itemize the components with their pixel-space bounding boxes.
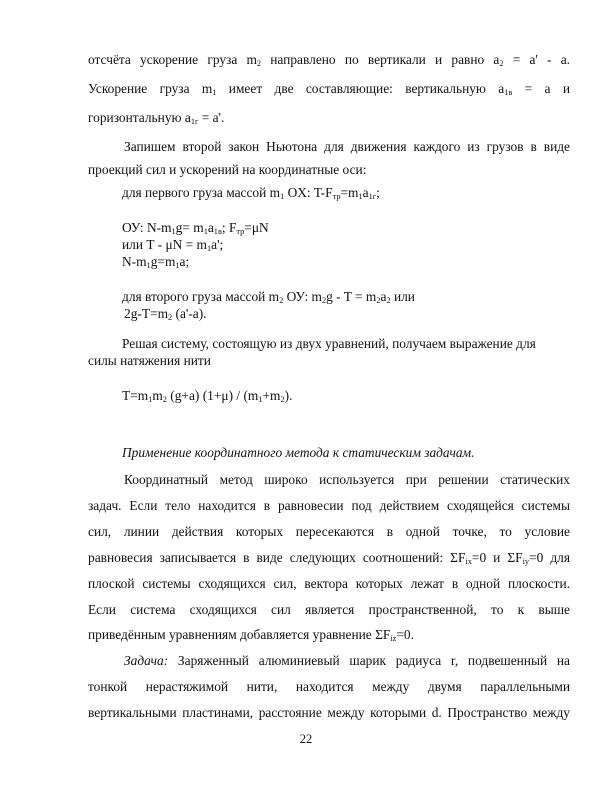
equation-line: $N-m_1g=m_1a$; [122,254,190,271]
paragraph-line: Если система сходящихся сил является пространственной, то к выше [88,602,570,617]
paragraph-line: Ускорение груза $m_1$ имеет две составляющие: вертикальную $a_{1в} = a$ и [88,81,570,98]
paragraph-line: проекций сил и ускорений на координатные оси: [88,162,367,177]
paragraph-line: тонкой нерастяжимой нити, находится между двумя параллельными [88,679,570,694]
result-formula: $T=m_1m_2$ (g+a) $(1+\mu) / (m_1+m_2)$. [122,388,293,405]
paragraph-line: отсчёта ускорение груза $m_2$ направлено по вертикали и равно $a_2 = a' - a$. [88,52,570,69]
paragraph-line: приведённым уравнениям добавляется уравнение $\Sigma F_{iz}=0$. [88,627,414,644]
paragraph-line: силы натяжения нити [88,353,211,368]
paragraph-line: Решая систему, состоящую из двух уравнений, получаем выражение для [122,336,536,351]
task-label: Задача: [124,653,169,668]
equation-line: $2g-T=m_2$ (a'-a). [124,306,207,323]
paragraph-line: вертикальными пластинами, расстояние между которыми d. Пространство между [88,705,570,720]
paragraph-line: задач. Если тело находится в равновесии под действием сходящейся системы [88,498,570,513]
paragraph-line: плоской системы сходящихся сил, вектора которых лежат в одной плоскости. [88,576,570,591]
equation-line: ОУ: $N-m_1g= m_1a_{1в}$; $F_{тр}=\mu N$ [122,220,269,237]
equation-line: для второго груза массой $m_2$ ОУ: $m_2g - T = m_2a_2$ или [122,289,415,306]
page-number: 22 [299,732,313,746]
section-heading: Применение координатного метода к статическим задачам. [122,445,475,460]
paragraph-line: Задача: Заряженный алюминиевый шарик радиуса r, подвешенный на [124,653,570,668]
equation-line: или $T - \mu N = m_1a'$; [122,237,224,254]
paragraph-line: сил, линии действия которых пересекаются в одной точке, то условие [88,524,570,539]
paragraph-line: Запишем второй закон Ньютона для движения каждого из грузов в виде [124,139,570,154]
paragraph-line: Координатный метод широко используется при решении статических [124,472,570,487]
paragraph-line: горизонтальную $a_{1г} = a'$. [88,110,225,127]
equation-line: для первого груза массой $m_1$ OX: $T-F_{тр}=m_1a_{1г}$; [122,185,380,202]
paragraph-line: равновесия записывается в виде следующих соотношений: $\Sigma F_{ix}=0$ и $\Sigma F_{iy}=0$ для [88,550,570,567]
